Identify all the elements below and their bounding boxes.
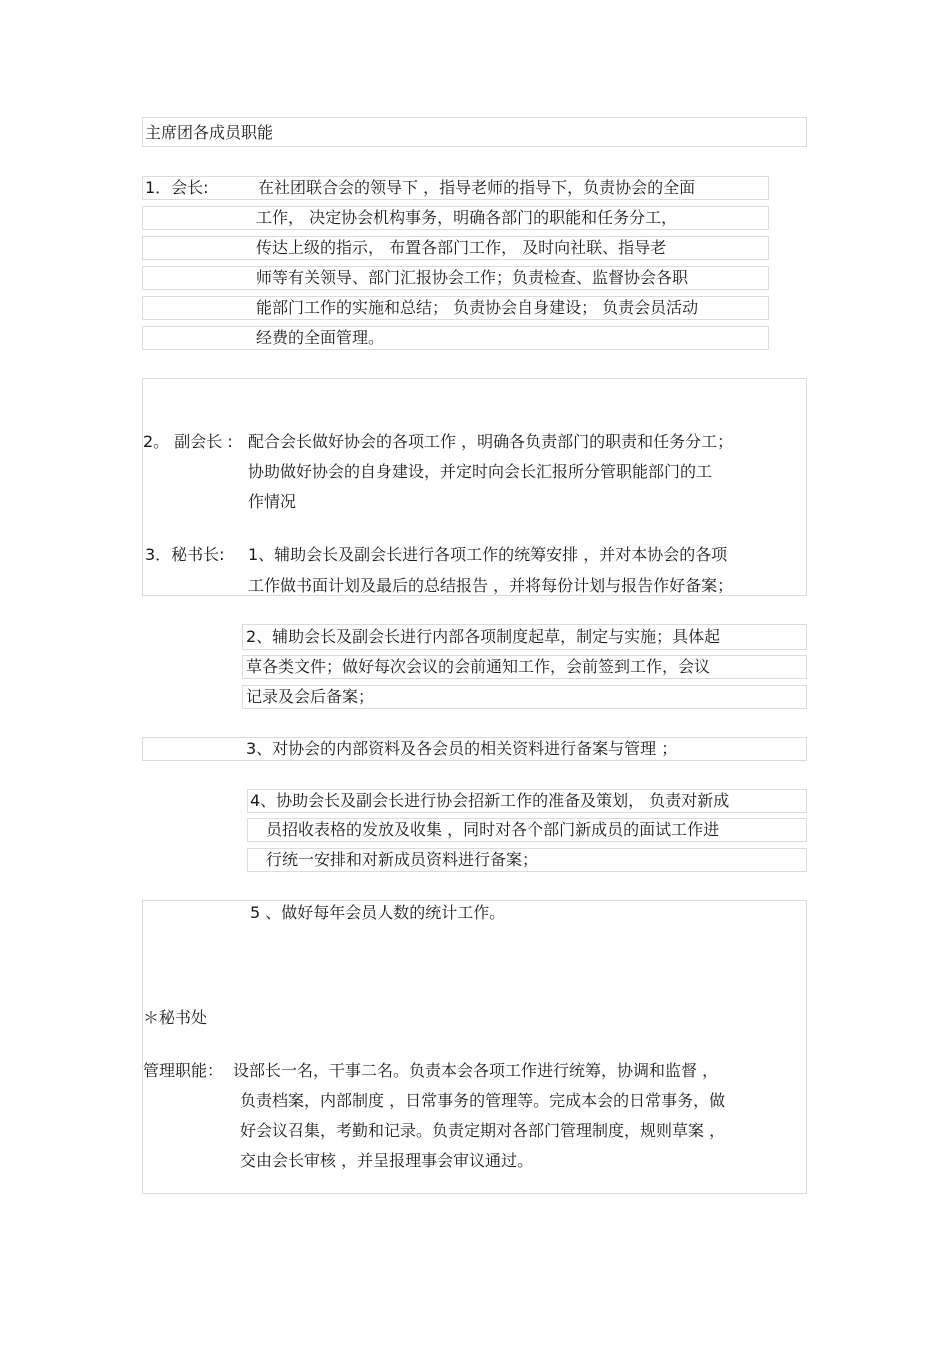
president-line-1: 在社团联合会的领导下 ，指导老师的指导下，负责协会的全面	[258, 178, 696, 197]
secretary-item4-line-3: 行统一安排和对新成员资料进行备案；	[266, 850, 539, 869]
secretary-item4-line-1: 4、协助会长及副会长进行协会招新工作的准备及策划， 负责对新成	[250, 791, 730, 810]
vice-president-line-1: 配合会长做好协会的各项工作 ，明确各负责部门的职责和任务分工；	[248, 432, 734, 451]
vice-president-label: 2。 副会长 :	[143, 432, 233, 451]
secretary-item2-line-3: 记录及会后备案；	[246, 687, 375, 706]
secretariat-line-1: 设部长一名，干事二名。负责本会各项工作进行统筹，协调和监督 ，	[233, 1061, 719, 1080]
secretary-item5: 5 、做好每年会员人数的统计工作。	[250, 903, 506, 922]
secretary-general-label: 3．秘书长:	[145, 545, 225, 564]
president-label: 1．会长:	[145, 178, 209, 197]
secretary-item4-line-2: 员招收表格的发放及收集 ，同时对各个部门新成员的面试工作进	[266, 820, 720, 839]
secretary-item2-line-1: 2、辅助会长及副会长进行内部各项制度起草，制定与实施；具体起	[246, 627, 721, 646]
secretary-item1-line-2: 工作做书面计划及最后的总结报告 ，并将每份计划与报告作好备案；	[248, 576, 734, 595]
president-line-5: 能部门工作的实施和总结； 负责协会自身建设； 负责会员活动	[256, 298, 699, 317]
secretariat-line-3: 好会议召集，考勤和记录。负责定期对各部门管理制度，规则草案 ，	[240, 1121, 726, 1140]
page-title: 主席团各成员职能	[145, 123, 274, 142]
president-line-4: 师等有关领导、部门汇报协会工作；负责检查、监督协会各职	[256, 268, 689, 287]
secretariat-line-4: 交由会长审核 ，并呈报理事会审议通过。	[240, 1151, 534, 1170]
vice-president-line-2: 协助做好协会的自身建设，并定时向会长汇报所分管职能部门的工	[248, 462, 713, 481]
secretary-item2-line-2: 草各类文件；做好每次会议的会前通知工作，会前签到工作，会议	[246, 657, 711, 676]
secretary-item1-line-1: 1、辅助会长及副会长进行各项工作的统筹安排 ，并对本协会的各项	[248, 545, 728, 564]
vice-president-line-3: 作情况	[248, 492, 297, 511]
secretariat-label: 管理职能：	[143, 1061, 224, 1080]
president-line-6: 经费的全面管理。	[256, 328, 385, 347]
president-line-3: 传达上级的指示， 布置各部门工作， 及时向社联、指导老	[256, 238, 667, 257]
secretariat-box	[142, 900, 807, 1194]
secretary-item3: 3、对协会的内部资料及各会员的相关资料进行备案与管理 ；	[246, 739, 678, 758]
secretariat-line-2: 负责档案，内部制度 ，日常事务的管理等。完成本会的日常事务，做	[240, 1091, 726, 1110]
president-line-2: 工作， 决定协会机构事务，明确各部门的职能和任务分工，	[256, 208, 678, 227]
president-row-6-box	[142, 326, 769, 350]
secretariat-heading: ＊秘书处	[143, 1008, 208, 1027]
